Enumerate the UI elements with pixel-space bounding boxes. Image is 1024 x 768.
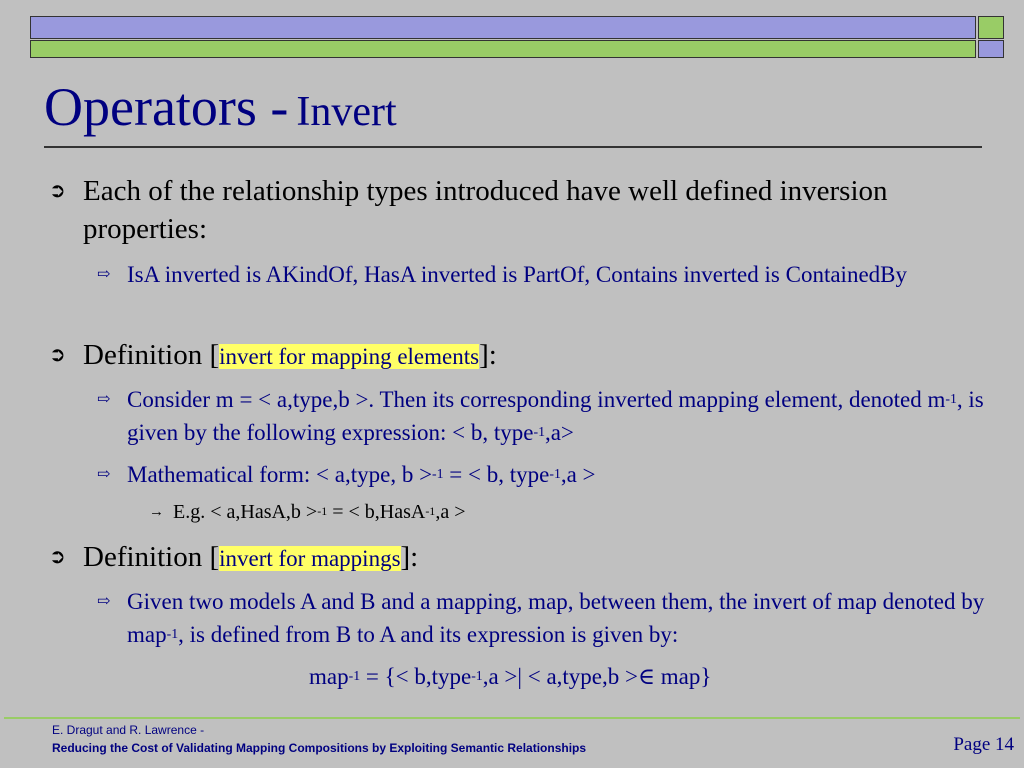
sub-bullet-arrow-icon: ⇨: [97, 266, 111, 283]
bullet-2-2-text-b: = < b, type: [443, 462, 550, 487]
bullet-3-1: [97, 585, 1017, 651]
title-underline: [44, 146, 982, 148]
top-decor-bar-blue: [30, 16, 976, 39]
top-decor-bar-green: [30, 40, 976, 58]
bullet-2-1-text-c: ,a>: [544, 420, 574, 445]
bullet-2-2-text-c: ,a >: [560, 462, 596, 487]
bullet-1-1: [97, 258, 1017, 291]
highlight-invert-mappings: invert for mappings: [219, 546, 401, 571]
invert-formula: [309, 660, 711, 693]
footer-authors: E. Dragut and R. Lawrence -: [52, 723, 205, 737]
bullet-2-1-text-a: Consider m = < a,type,b >. Then its corresponding inverted mapping element, denoted m: [127, 387, 946, 412]
small-arrow-icon: →: [149, 504, 164, 520]
bullet-2-2: [97, 458, 1017, 491]
bullet-2-prefix: Definition [: [83, 339, 220, 371]
bullet-2: [49, 336, 983, 376]
bullet-2-2-1-text-b: = < b,HasA: [327, 501, 426, 523]
bullet-2-1: [97, 383, 1017, 449]
bullet-2-2-1-text-c: ,a >: [435, 501, 466, 523]
slide-title: [44, 77, 397, 137]
superscript: -1: [549, 465, 561, 481]
bullet-3: [49, 538, 983, 578]
sub-bullet-arrow-icon: ⇨: [97, 593, 111, 610]
superscript: -1: [348, 667, 361, 683]
superscript: -1: [425, 503, 436, 518]
bullet-1-text: Each of the relationship types introduced have well defined inversion properties:: [83, 175, 888, 245]
superscript: -1: [471, 667, 483, 683]
bullet-2-2-1-text-a: E.g. < a,HasA,b >: [173, 501, 318, 523]
superscript: -1: [533, 423, 545, 439]
superscript: -1: [166, 625, 179, 641]
bullet-2-2-text-a: Mathematical form: < a,type, b >: [127, 462, 433, 487]
footer-paper-title: Reducing the Cost of Validating Mapping Compositions by Exploiting Semantic Relationships: [52, 741, 587, 755]
bullet-arrow-icon: ➲: [49, 344, 66, 366]
footer-divider: [4, 717, 1020, 719]
sub-bullet-arrow-icon: ⇨: [97, 466, 111, 483]
bullet-3-prefix: Definition [: [83, 541, 220, 573]
bullet-2-suffix: ]:: [479, 339, 497, 371]
bullet-2-1-text-b: , is given by the following expression: < b, type: [127, 387, 984, 445]
slide-title-main: Operators -: [44, 77, 289, 137]
bullet-3-suffix: ]:: [400, 541, 419, 573]
superscript: -1: [317, 503, 328, 518]
top-decor-square-green: [978, 16, 1004, 39]
bullet-2-2-1: [149, 498, 973, 526]
sub-bullet-arrow-icon: ⇨: [97, 391, 111, 408]
page-number: Page 14: [953, 734, 1014, 755]
formula-text-a: map: [309, 664, 349, 689]
formula-text-b: = {< b,type: [360, 664, 472, 689]
bullet-3-1-text-a: Given two models A and B and a mapping, map, between them, the invert of map denoted by map: [127, 589, 985, 647]
superscript: -1: [945, 390, 957, 406]
highlight-invert-mapping-elements: invert for mapping elements: [219, 344, 480, 369]
bullet-3-1-text-b: , is defined from B to A and its expression is given by:: [178, 622, 679, 647]
bullet-1: [49, 172, 983, 248]
slide-title-sub: Invert: [296, 89, 397, 135]
top-decor-square-blue: [978, 40, 1004, 58]
bullet-arrow-icon: ➲: [49, 546, 66, 568]
bullet-1-1-text: IsA inverted is AKindOf, HasA inverted is PartOf, Contains inverted is ContainedBy: [127, 262, 907, 287]
formula-text-c: ,a >| < a,type,b >∈ map}: [482, 664, 712, 689]
bullet-arrow-icon: ➲: [49, 180, 66, 202]
superscript: -1: [432, 465, 444, 481]
